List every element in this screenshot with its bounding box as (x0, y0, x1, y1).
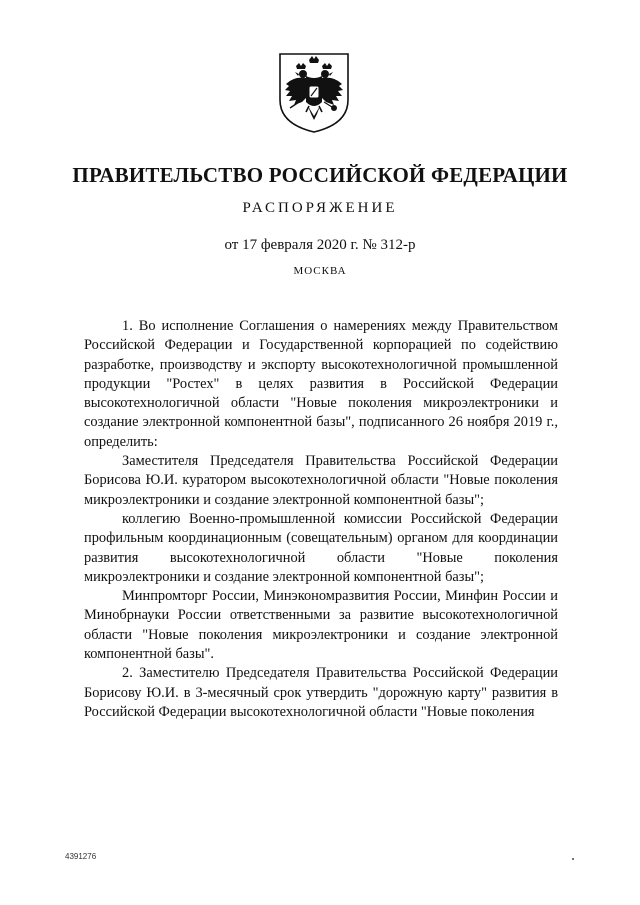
document-code: 4391276 (65, 852, 97, 861)
document-date-number: от 17 февраля 2020 г. № 312-р (224, 237, 416, 253)
paragraph-1: 1. Во исполнение Соглашения о намерениях между Правительством Российской Федерации и Государственной корпорацией по содействию разработке, производству и экспорту высокотехнологичной промышленной продукции "Ростех" в целях развития в Российской Федерации высокотехнологичной области "Новые поколения микроэлектроники и создание электронной компонентной базы", подписанного 26 ноября 2019 г., определить: (84, 318, 558, 450)
document-type: РАСПОРЯЖЕНИЕ (242, 200, 398, 216)
paragraph-3: коллегию Военно-промышленной комиссии Российской Федерации профильным координационным (совещательным) органом для координации развития высокотехнологичной области "Новые поколения микроэлектроники и создание электронной компонентной базы"; (84, 510, 558, 585)
paragraph-5: 2. Заместителю Председателя Правительства Российской Федерации Борисову Ю.И. в 3-месячный срок утвердить "дорожную карту" развития в Российской Федерации высокотехнологичной области "Новые поколения (84, 665, 558, 720)
russian-coat-of-arms-icon (276, 50, 352, 134)
scan-dot (572, 858, 574, 860)
government-title: ПРАВИТЕЛЬСТВО РОССИЙСКОЙ ФЕДЕРАЦИИ (72, 163, 568, 187)
paragraph-2: Заместителя Председателя Правительства Российской Федерации Борисова Ю.И. куратором высокотехнологичной области "Новые поколения микроэлектроники и создание электронной компонентной базы"; (84, 453, 558, 508)
document-city: МОСКВА (293, 265, 347, 277)
paragraph-4: Минпромторг России, Минэкономразвития России, Минфин России и Минобрнауки России ответственными за развитие высокотехнологичной области "Новые поколения микроэлектроники и создание электронной компонентной базы". (84, 588, 558, 663)
document-body (84, 317, 558, 722)
